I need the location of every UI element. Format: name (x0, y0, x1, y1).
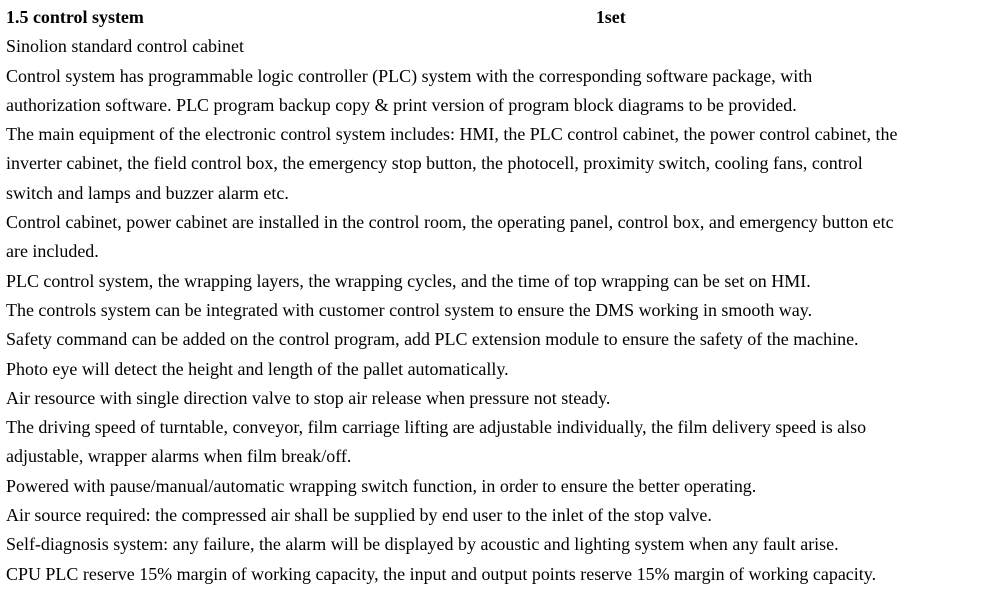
text-line: switch and lamps and buzzer alarm etc. (6, 182, 289, 203)
text-line: Self-diagnosis system: any failure, the alarm will be displayed by acoustic and lighting system when any fault arise. (6, 534, 839, 555)
quantity-value: 1set (595, 7, 626, 27)
text-line: The controls system can be integrated with customer control system to ensure the DMS working in smooth way. (6, 299, 813, 320)
text-line: Control system has programmable logic controller (PLC) system with the corresponding software package, with (6, 65, 813, 86)
text-line: The main equipment of the electronic control system includes: HMI, the PLC control cabinet, the power control cabinet, the (6, 124, 898, 145)
paragraph (6, 267, 1004, 296)
paragraph (6, 32, 1004, 61)
section-title: 1.5 control system (6, 7, 144, 27)
paragraph (6, 501, 1004, 530)
paragraph (6, 413, 1004, 472)
text-line: CPU PLC reserve 15% margin of working capacity, the input and output points reserve 15% margin of working capacity. (6, 563, 877, 584)
text-line: PLC control system, the wrapping layers, the wrapping cycles, and the time of top wrapping can be set on HMI. (6, 270, 811, 291)
paragraph (6, 62, 1004, 121)
text-line: authorization software. PLC program backup copy & print version of program block diagrams to be provided. (6, 94, 797, 115)
paragraph (6, 472, 1004, 501)
paragraph (6, 208, 1004, 267)
text-line: Air resource with single direction valve to stop air release when pressure not steady. (6, 387, 611, 408)
paragraph (6, 355, 1004, 384)
text-line: Sinolion standard control cabinet (6, 36, 244, 57)
text-line: Control cabinet, power cabinet are installed in the control room, the operating panel, control box, and emergency button etc (6, 212, 894, 233)
paragraph (6, 384, 1004, 413)
text-line: The driving speed of turntable, conveyor, film carriage lifting are adjustable individually, the film delivery speed is also (6, 417, 867, 438)
paragraph (6, 296, 1004, 325)
text-line: Safety command can be added on the control program, add PLC extension module to ensure the safety of the machine. (6, 329, 859, 350)
text-line: Powered with pause/manual/automatic wrapping switch function, in order to ensure the better operating. (6, 475, 757, 496)
paragraph (6, 560, 1004, 589)
section-heading (6, 3, 1002, 32)
paragraph (6, 325, 1004, 354)
paragraph (6, 530, 1004, 559)
text-line: Photo eye will detect the height and length of the pallet automatically. (6, 358, 509, 379)
paragraph (6, 120, 1004, 208)
text-line: adjustable, wrapper alarms when film break/off. (6, 446, 352, 467)
text-line: inverter cabinet, the field control box, the emergency stop button, the photocell, proximity switch, cooling fans, control (6, 153, 863, 174)
text-line: are included. (6, 241, 99, 262)
text-line: Air source required: the compressed air shall be supplied by end user to the inlet of the stop valve. (6, 505, 712, 526)
document-body (6, 32, 1004, 589)
